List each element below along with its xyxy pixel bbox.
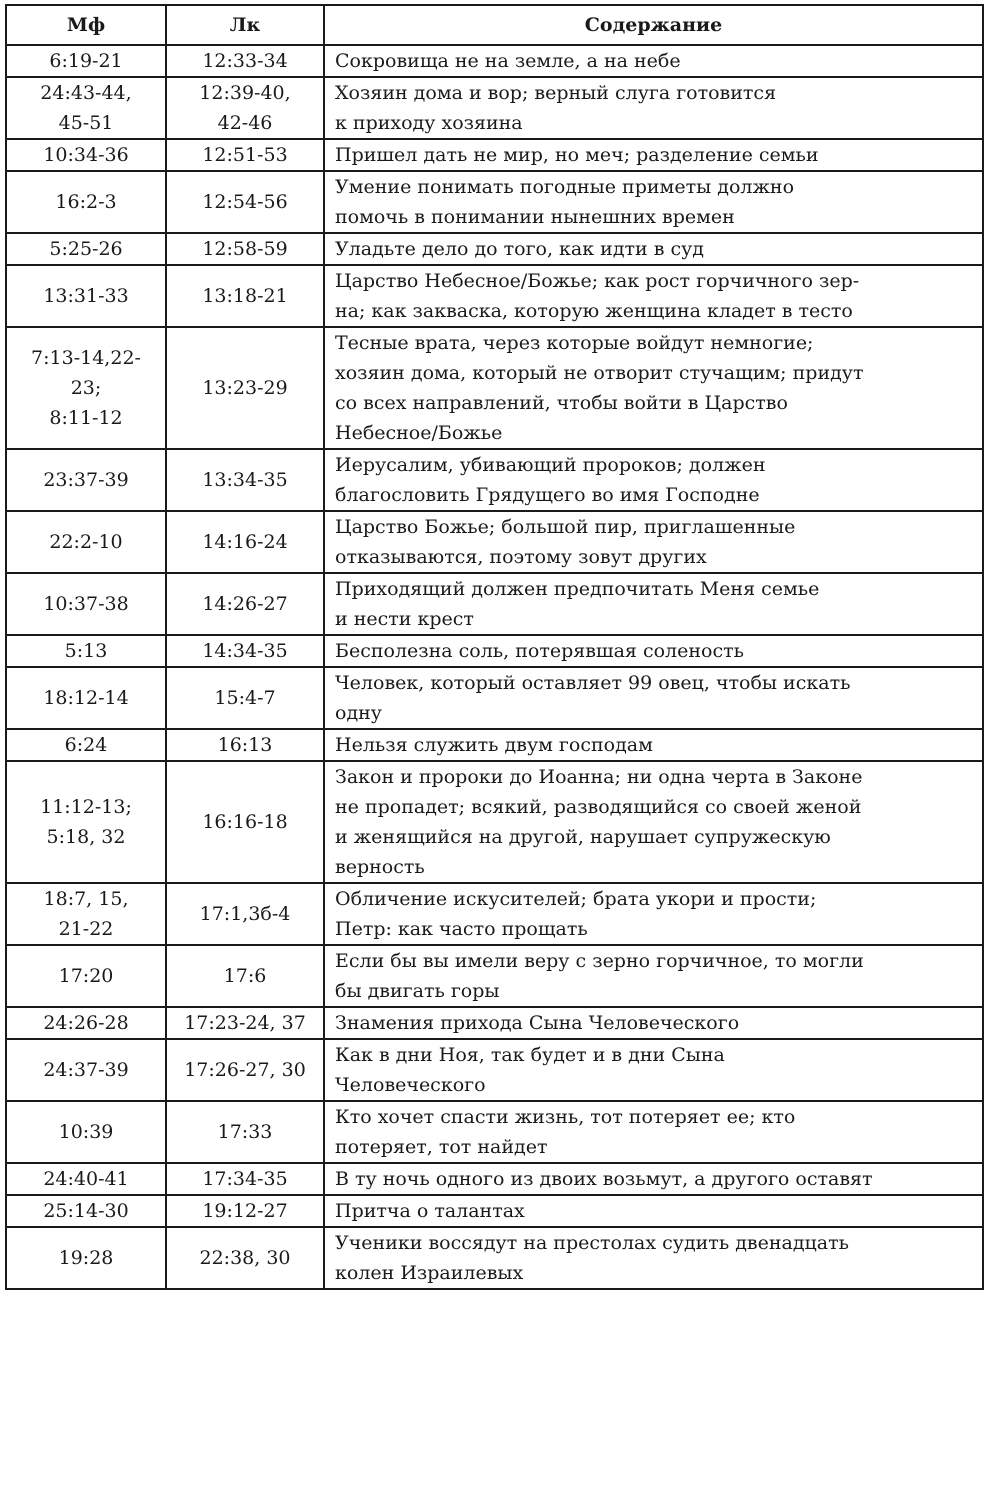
cell-luke-ref: 13:34-35	[166, 449, 324, 511]
cell-luke-ref: 12:33-34	[166, 45, 324, 77]
table-row	[6, 77, 983, 139]
cell-matthew-ref: 11:12-13; 5:18, 32	[6, 761, 166, 883]
cell-luke-ref: 12:51-53	[166, 139, 324, 171]
cell-luke-ref: 16:13	[166, 729, 324, 761]
cell-luke-ref: 13:23-29	[166, 327, 324, 449]
table-row	[6, 573, 983, 635]
cell-content: Знамения прихода Сына Человеческого	[324, 1007, 983, 1039]
table-row	[6, 667, 983, 729]
cell-luke-ref: 17:34-35	[166, 1163, 324, 1195]
cell-content: Ученики воссядут на престолах судить двенадцать колен Израилевых	[324, 1227, 983, 1289]
table-body	[6, 45, 983, 1289]
cell-content: Умение понимать погодные приметы должно помочь в понимании нынешних времен	[324, 171, 983, 233]
table-row	[6, 139, 983, 171]
header-content: Содержание	[324, 5, 983, 45]
cell-content: Тесные врата, через которые войдут немногие; хозяин дома, который не отворит стучащим; придут со всех направлений, чтобы войти в Царство Небесное/Божье	[324, 327, 983, 449]
cell-matthew-ref: 16:2-3	[6, 171, 166, 233]
cell-matthew-ref: 17:20	[6, 945, 166, 1007]
cell-content: Притча о талантах	[324, 1195, 983, 1227]
cell-content: Нельзя служить двум господам	[324, 729, 983, 761]
cell-matthew-ref: 24:37-39	[6, 1039, 166, 1101]
cell-matthew-ref: 24:40-41	[6, 1163, 166, 1195]
table-row	[6, 945, 983, 1007]
cell-content: Приходящий должен предпочитать Меня семье и нести крест	[324, 573, 983, 635]
cell-luke-ref: 15:4-7	[166, 667, 324, 729]
table-row	[6, 883, 983, 945]
cell-content: Закон и пророки до Иоанна; ни одна черта в Законе не пропадет; всякий, разводящийся со своей женой и женящийся на другой, нарушает супружескую верность	[324, 761, 983, 883]
header-matthew: Мф	[6, 5, 166, 45]
cell-matthew-ref: 23:37-39	[6, 449, 166, 511]
cell-luke-ref: 17:6	[166, 945, 324, 1007]
cell-matthew-ref: 5:25-26	[6, 233, 166, 265]
cell-matthew-ref: 25:14-30	[6, 1195, 166, 1227]
cell-content: Если бы вы имели веру с зерно горчичное, то могли бы двигать горы	[324, 945, 983, 1007]
table-row	[6, 635, 983, 667]
cell-luke-ref: 14:34-35	[166, 635, 324, 667]
cell-matthew-ref: 10:39	[6, 1101, 166, 1163]
cell-luke-ref: 14:26-27	[166, 573, 324, 635]
cell-content: Пришел дать не мир, но меч; разделение семьи	[324, 139, 983, 171]
cell-luke-ref: 12:58-59	[166, 233, 324, 265]
cell-luke-ref: 17:33	[166, 1101, 324, 1163]
table-row	[6, 761, 983, 883]
table-row	[6, 1195, 983, 1227]
cell-content: Бесполезна соль, потерявшая соленость	[324, 635, 983, 667]
cell-luke-ref: 17:23-24, 37	[166, 1007, 324, 1039]
table-row	[6, 1227, 983, 1289]
cell-content: Кто хочет спасти жизнь, тот потеряет ее; кто потеряет, тот найдет	[324, 1101, 983, 1163]
parallels-table	[5, 4, 984, 1290]
table-row	[6, 449, 983, 511]
cell-content: Человек, который оставляет 99 овец, чтобы искать одну	[324, 667, 983, 729]
header-luke: Лк	[166, 5, 324, 45]
cell-luke-ref: 13:18-21	[166, 265, 324, 327]
table-row	[6, 171, 983, 233]
cell-matthew-ref: 6:24	[6, 729, 166, 761]
cell-content: Царство Небесное/Божье; как рост горчичного зер- на; как закваска, которую женщина кладет в тесто	[324, 265, 983, 327]
cell-content: Как в дни Ноя, так будет и в дни Сына Человеческого	[324, 1039, 983, 1101]
cell-matthew-ref: 10:34-36	[6, 139, 166, 171]
cell-matthew-ref: 24:26-28	[6, 1007, 166, 1039]
table-row	[6, 233, 983, 265]
cell-luke-ref: 17:1,3б-4	[166, 883, 324, 945]
cell-luke-ref: 12:54-56	[166, 171, 324, 233]
cell-matthew-ref: 6:19-21	[6, 45, 166, 77]
cell-matthew-ref: 19:28	[6, 1227, 166, 1289]
cell-luke-ref: 12:39-40, 42-46	[166, 77, 324, 139]
table-header	[6, 5, 983, 45]
cell-luke-ref: 14:16-24	[166, 511, 324, 573]
cell-content: В ту ночь одного из двоих возьмут, а другого оставят	[324, 1163, 983, 1195]
table-row	[6, 511, 983, 573]
table-row	[6, 1163, 983, 1195]
table-row	[6, 729, 983, 761]
cell-content: Иерусалим, убивающий пророков; должен благословить Грядущего во имя Господне	[324, 449, 983, 511]
header-row	[6, 5, 983, 45]
cell-matthew-ref: 13:31-33	[6, 265, 166, 327]
cell-content: Уладьте дело до того, как идти в суд	[324, 233, 983, 265]
cell-matthew-ref: 22:2-10	[6, 511, 166, 573]
table-row	[6, 327, 983, 449]
table-row	[6, 45, 983, 77]
cell-content: Царство Божье; большой пир, приглашенные отказываются, поэтому зовут других	[324, 511, 983, 573]
cell-matthew-ref: 5:13	[6, 635, 166, 667]
cell-matthew-ref: 18:12-14	[6, 667, 166, 729]
cell-content: Сокровища не на земле, а на небе	[324, 45, 983, 77]
table-row	[6, 265, 983, 327]
cell-luke-ref: 22:38, 30	[166, 1227, 324, 1289]
cell-luke-ref: 16:16-18	[166, 761, 324, 883]
cell-matthew-ref: 24:43-44, 45-51	[6, 77, 166, 139]
cell-luke-ref: 19:12-27	[166, 1195, 324, 1227]
cell-matthew-ref: 10:37-38	[6, 573, 166, 635]
table-row	[6, 1101, 983, 1163]
table-row	[6, 1007, 983, 1039]
cell-matthew-ref: 7:13-14,22-23; 8:11-12	[6, 327, 166, 449]
table-row	[6, 1039, 983, 1101]
cell-matthew-ref: 18:7, 15, 21-22	[6, 883, 166, 945]
cell-content: Хозяин дома и вор; верный слуга готовится к приходу хозяина	[324, 77, 983, 139]
cell-luke-ref: 17:26-27, 30	[166, 1039, 324, 1101]
cell-content: Обличение искусителей; брата укори и прости; Петр: как часто прощать	[324, 883, 983, 945]
